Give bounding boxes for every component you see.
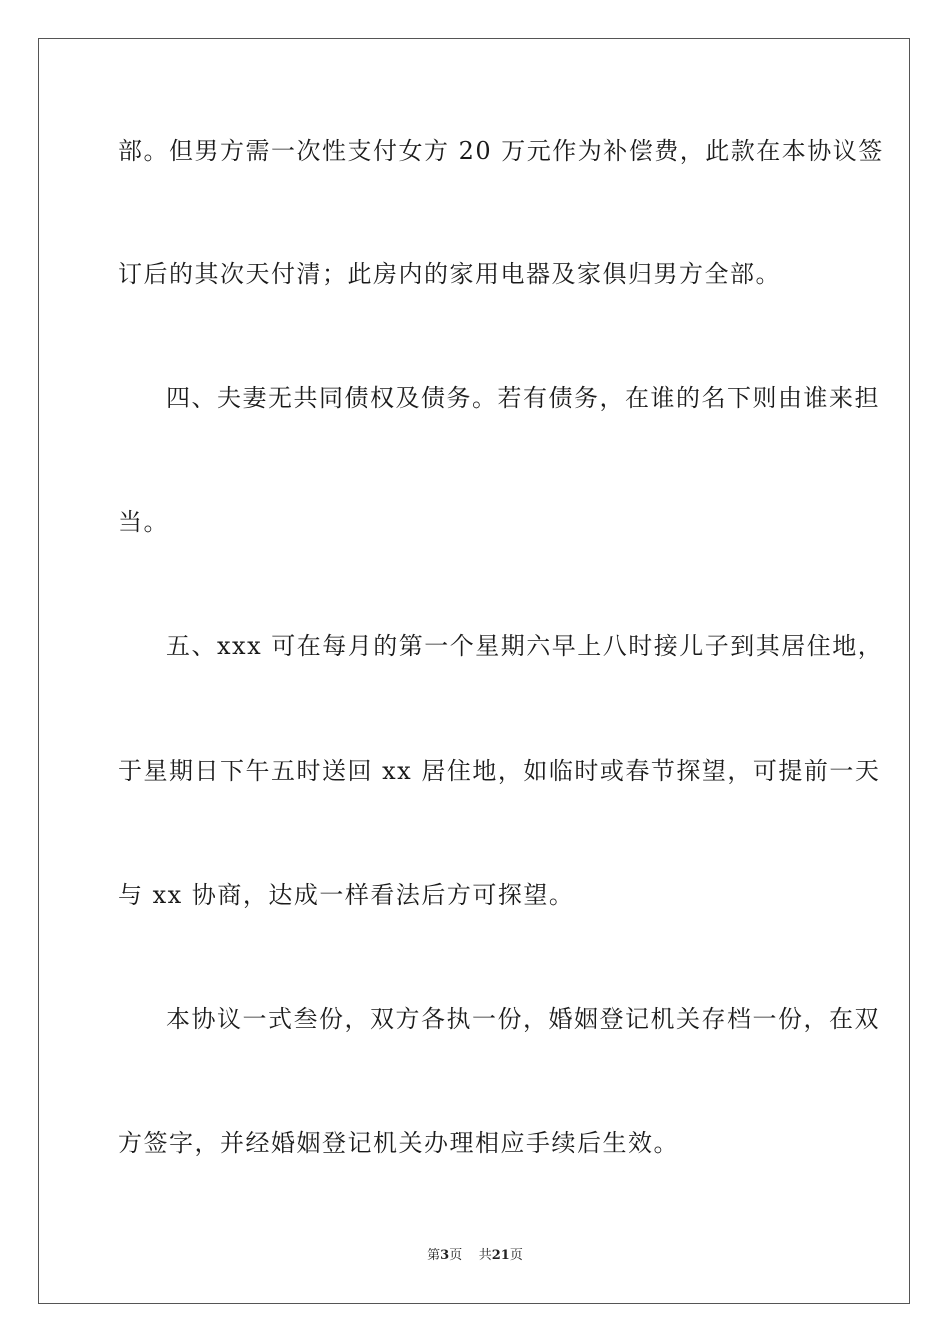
paragraph-line: 方签字，并经婚姻登记机关办理相应手续后生效。 <box>118 1129 679 1157</box>
paragraph-line: 四、夫妻无共同债权及债务。若有债务，在谁的名下则由谁来担 <box>166 384 880 412</box>
paragraph-line: 五、xxx 可在每月的第一个星期六早上八时接儿子到其居住地， <box>166 632 884 660</box>
paragraph-line: 本协议一式叁份，双方各执一份，婚姻登记机关存档一份，在双 <box>166 1005 880 1033</box>
footer-suffix: 页 <box>509 1248 523 1263</box>
paragraph-line: 与 xx 协商，达成一样看法后方可探望。 <box>118 881 575 909</box>
total-page-count: 21 <box>491 1248 510 1263</box>
paragraph-line: 于星期日下午五时送回 xx 居住地，如临时或春节探望，可提前一天 <box>118 757 881 785</box>
paragraph-line: 订后的其次天付清；此房内的家用电器及家俱归男方全部。 <box>118 260 781 288</box>
paragraph-line: 部。但男方需一次性支付女方 20 万元作为补偿费，此款在本协议签 <box>118 137 884 165</box>
footer-mid: 页 共 <box>449 1248 492 1263</box>
footer-prefix: 第 <box>427 1248 441 1263</box>
paragraph-line: 当。 <box>118 508 169 536</box>
current-page-number: 3 <box>440 1248 450 1263</box>
page-number-footer <box>0 1247 950 1265</box>
page-border <box>38 38 910 1304</box>
